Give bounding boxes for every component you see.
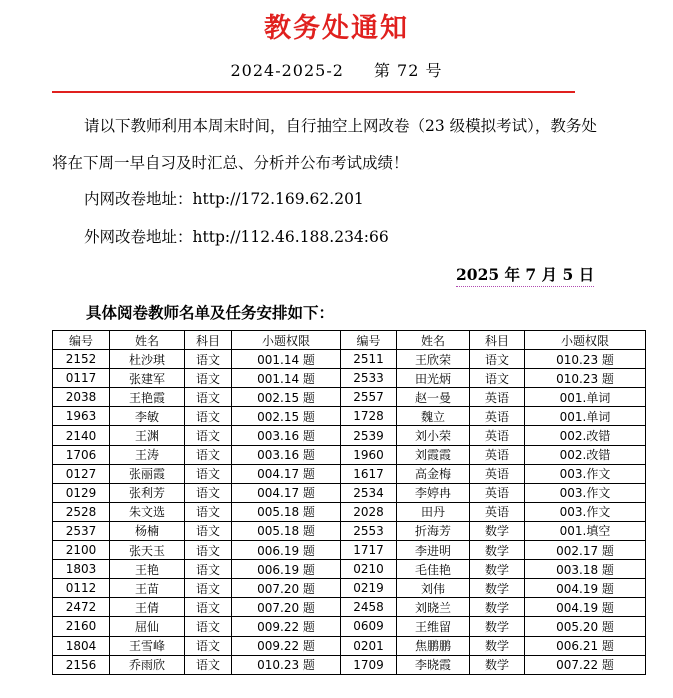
cell-permission: 003.18 题: [525, 560, 646, 579]
cell-permission: 002.改错: [525, 426, 646, 445]
cell-id: 2152: [53, 350, 110, 369]
cell-name: 李进明: [397, 541, 470, 560]
cell-subject: 数学: [470, 541, 525, 560]
cell-permission: 002.15 题: [232, 388, 341, 407]
cell-permission: 003.16 题: [232, 445, 341, 464]
cell-name: 赵一曼: [397, 388, 470, 407]
header-name: 姓名: [397, 331, 470, 350]
cell-permission: 001.单词: [525, 388, 646, 407]
grader-roster-table: [52, 330, 646, 675]
cell-name: 李晓霞: [397, 655, 470, 674]
body-line-2: 将在下周一早自习及时汇总、分析并公布考试成绩！: [52, 154, 409, 172]
notice-date: 2025 年 7 月 5 日: [456, 263, 594, 287]
cell-name: 王艳: [110, 560, 185, 579]
cell-subject: 语文: [185, 426, 232, 445]
cell-id: 0129: [53, 483, 110, 502]
cell-subject: 语文: [185, 483, 232, 502]
cell-permission: 003.作文: [525, 502, 646, 521]
table-row: [53, 388, 646, 407]
cell-id: 0201: [341, 636, 397, 655]
cell-permission: 004.17 题: [232, 464, 341, 483]
cell-subject: 语文: [185, 464, 232, 483]
cell-subject: 语文: [185, 617, 232, 636]
cell-id: 2160: [53, 617, 110, 636]
table-row: [53, 502, 646, 521]
cell-id: 2553: [341, 521, 397, 540]
cell-subject: 数学: [470, 521, 525, 540]
cell-subject: 数学: [470, 655, 525, 674]
cell-subject: 语文: [185, 598, 232, 617]
cell-subject: 语文: [185, 636, 232, 655]
cell-name: 张建军: [110, 369, 185, 388]
cell-subject: 语文: [185, 369, 232, 388]
cell-name: 乔雨欣: [110, 655, 185, 674]
cell-subject: 英语: [470, 464, 525, 483]
cell-permission: 006.19 题: [232, 541, 341, 560]
cell-permission: 003.16 题: [232, 426, 341, 445]
cell-subject: 数学: [470, 636, 525, 655]
term-label: 2024-2025-2: [230, 61, 344, 80]
cell-id: 2472: [53, 598, 110, 617]
notice-title: 教务处通知: [264, 13, 409, 44]
cell-permission: 003.作文: [525, 483, 646, 502]
cell-subject: 数学: [470, 560, 525, 579]
cell-id: 2156: [53, 655, 110, 674]
table-row: [53, 636, 646, 655]
cell-permission: 004.17 题: [232, 483, 341, 502]
cell-permission: 002.改错: [525, 445, 646, 464]
cell-name: 王欣荣: [397, 350, 470, 369]
cell-name: 李婷冉: [397, 483, 470, 502]
cell-name: 张利芳: [110, 483, 185, 502]
table-row: [53, 541, 646, 560]
header-id: 编号: [341, 331, 397, 350]
cell-permission: 005.20 题: [525, 617, 646, 636]
cell-id: 0609: [341, 617, 397, 636]
cell-permission: 005.18 题: [232, 521, 341, 540]
cell-id: 1803: [53, 560, 110, 579]
cell-name: 刘晓兰: [397, 598, 470, 617]
cell-permission: 006.21 题: [525, 636, 646, 655]
cell-subject: 英语: [470, 502, 525, 521]
cell-id: 2140: [53, 426, 110, 445]
cell-permission: 010.23 题: [525, 350, 646, 369]
cell-id: 1963: [53, 407, 110, 426]
cell-id: 2557: [341, 388, 397, 407]
cell-name: 魏立: [397, 407, 470, 426]
cell-subject: 英语: [470, 426, 525, 445]
cell-name: 王雪峰: [110, 636, 185, 655]
cell-name: 刘伟: [397, 579, 470, 598]
roster-heading: 具体阅卷教师名单及任务安排如下：: [86, 304, 335, 322]
cell-permission: 009.22 题: [232, 636, 341, 655]
cell-id: 1717: [341, 541, 397, 560]
cell-subject: 语文: [470, 350, 525, 369]
cell-permission: 006.19 题: [232, 560, 341, 579]
cell-permission: 001.填空: [525, 521, 646, 540]
cell-permission: 001.单词: [525, 407, 646, 426]
cell-id: 1804: [53, 636, 110, 655]
header-subject: 科目: [470, 331, 525, 350]
cell-name: 朱文选: [110, 502, 185, 521]
intranet-address: 内网改卷地址：http://172.169.62.201: [84, 190, 364, 208]
cell-permission: 002.17 题: [525, 541, 646, 560]
cell-id: 2533: [341, 369, 397, 388]
cell-subject: 语文: [185, 541, 232, 560]
cell-permission: 009.22 题: [232, 617, 341, 636]
cell-subject: 英语: [470, 483, 525, 502]
cell-subject: 英语: [470, 407, 525, 426]
cell-permission: 005.18 题: [232, 502, 341, 521]
extranet-address: 外网改卷地址：http://112.46.188.234:66: [84, 228, 389, 246]
cell-name: 王艳霞: [110, 388, 185, 407]
table-row: [53, 464, 646, 483]
cell-permission: 007.22 题: [525, 655, 646, 674]
cell-id: 2528: [53, 502, 110, 521]
cell-name: 刘小荣: [397, 426, 470, 445]
cell-id: 0112: [53, 579, 110, 598]
cell-permission: 001.14 题: [232, 369, 341, 388]
cell-subject: 语文: [185, 445, 232, 464]
cell-subject: 语文: [185, 407, 232, 426]
cell-id: 2028: [341, 502, 397, 521]
cell-id: 1706: [53, 445, 110, 464]
cell-permission: 002.15 题: [232, 407, 341, 426]
table-row: [53, 617, 646, 636]
table-row: [53, 350, 646, 369]
cell-permission: 007.20 题: [232, 598, 341, 617]
cell-id: 2534: [341, 483, 397, 502]
cell-subject: 语文: [185, 388, 232, 407]
cell-permission: 004.19 题: [525, 598, 646, 617]
cell-subject: 语文: [470, 369, 525, 388]
cell-id: 2539: [341, 426, 397, 445]
cell-id: 0210: [341, 560, 397, 579]
cell-subject: 语文: [185, 502, 232, 521]
table-header-row: [53, 331, 646, 350]
cell-name: 焦鹏鹏: [397, 636, 470, 655]
cell-id: 2038: [53, 388, 110, 407]
cell-id: 2537: [53, 521, 110, 540]
cell-name: 王涛: [110, 445, 185, 464]
table-row: [53, 483, 646, 502]
cell-subject: 英语: [470, 388, 525, 407]
cell-name: 折海芳: [397, 521, 470, 540]
cell-name: 王苗: [110, 579, 185, 598]
cell-id: 1617: [341, 464, 397, 483]
cell-subject: 数学: [470, 617, 525, 636]
table-row: [53, 521, 646, 540]
cell-id: 1728: [341, 407, 397, 426]
cell-permission: 003.作文: [525, 464, 646, 483]
cell-permission: 004.19 题: [525, 579, 646, 598]
table-row: [53, 598, 646, 617]
cell-subject: 数学: [470, 598, 525, 617]
cell-name: 田丹: [397, 502, 470, 521]
cell-permission: 010.23 题: [525, 369, 646, 388]
header-id: 编号: [53, 331, 110, 350]
cell-name: 杜沙琪: [110, 350, 185, 369]
header-name: 姓名: [110, 331, 185, 350]
cell-name: 王渊: [110, 426, 185, 445]
cell-subject: 英语: [470, 445, 525, 464]
cell-id: 1960: [341, 445, 397, 464]
cell-id: 0117: [53, 369, 110, 388]
red-divider: [52, 91, 575, 93]
cell-subject: 数学: [470, 579, 525, 598]
cell-name: 王维留: [397, 617, 470, 636]
cell-name: 张丽霞: [110, 464, 185, 483]
cell-permission: 007.20 题: [232, 579, 341, 598]
cell-name: 毛佳艳: [397, 560, 470, 579]
cell-subject: 语文: [185, 655, 232, 674]
cell-name: 张天玉: [110, 541, 185, 560]
table-row: [53, 579, 646, 598]
cell-subject: 语文: [185, 579, 232, 598]
header-subject: 科目: [185, 331, 232, 350]
cell-name: 刘霞霞: [397, 445, 470, 464]
cell-id: 0127: [53, 464, 110, 483]
cell-id: 0219: [341, 579, 397, 598]
cell-permission: 010.23 题: [232, 655, 341, 674]
table-row: [53, 445, 646, 464]
cell-subject: 语文: [185, 350, 232, 369]
cell-id: 2458: [341, 598, 397, 617]
cell-name: 王倩: [110, 598, 185, 617]
cell-subject: 语文: [185, 521, 232, 540]
cell-subject: 语文: [185, 560, 232, 579]
table-row: [53, 655, 646, 674]
header-permission: 小题权限: [232, 331, 341, 350]
table-row: [53, 407, 646, 426]
cell-permission: 001.14 题: [232, 350, 341, 369]
body-line-1: 请以下教师利用本周末时间，自行抽空上网改卷（23 级模拟考试），教务处: [84, 117, 597, 135]
cell-id: 2511: [341, 350, 397, 369]
cell-name: 高金梅: [397, 464, 470, 483]
cell-name: 田光炳: [397, 369, 470, 388]
table-row: [53, 426, 646, 445]
header-permission: 小题权限: [525, 331, 646, 350]
cell-name: 杨楠: [110, 521, 185, 540]
cell-id: 2100: [53, 541, 110, 560]
table-row: [53, 369, 646, 388]
cell-id: 1709: [341, 655, 397, 674]
document-number: [0, 58, 673, 81]
cell-name: 李敏: [110, 407, 185, 426]
table-row: [53, 560, 646, 579]
cell-name: 屈仙: [110, 617, 185, 636]
issue-label: 第 72 号: [373, 61, 443, 80]
